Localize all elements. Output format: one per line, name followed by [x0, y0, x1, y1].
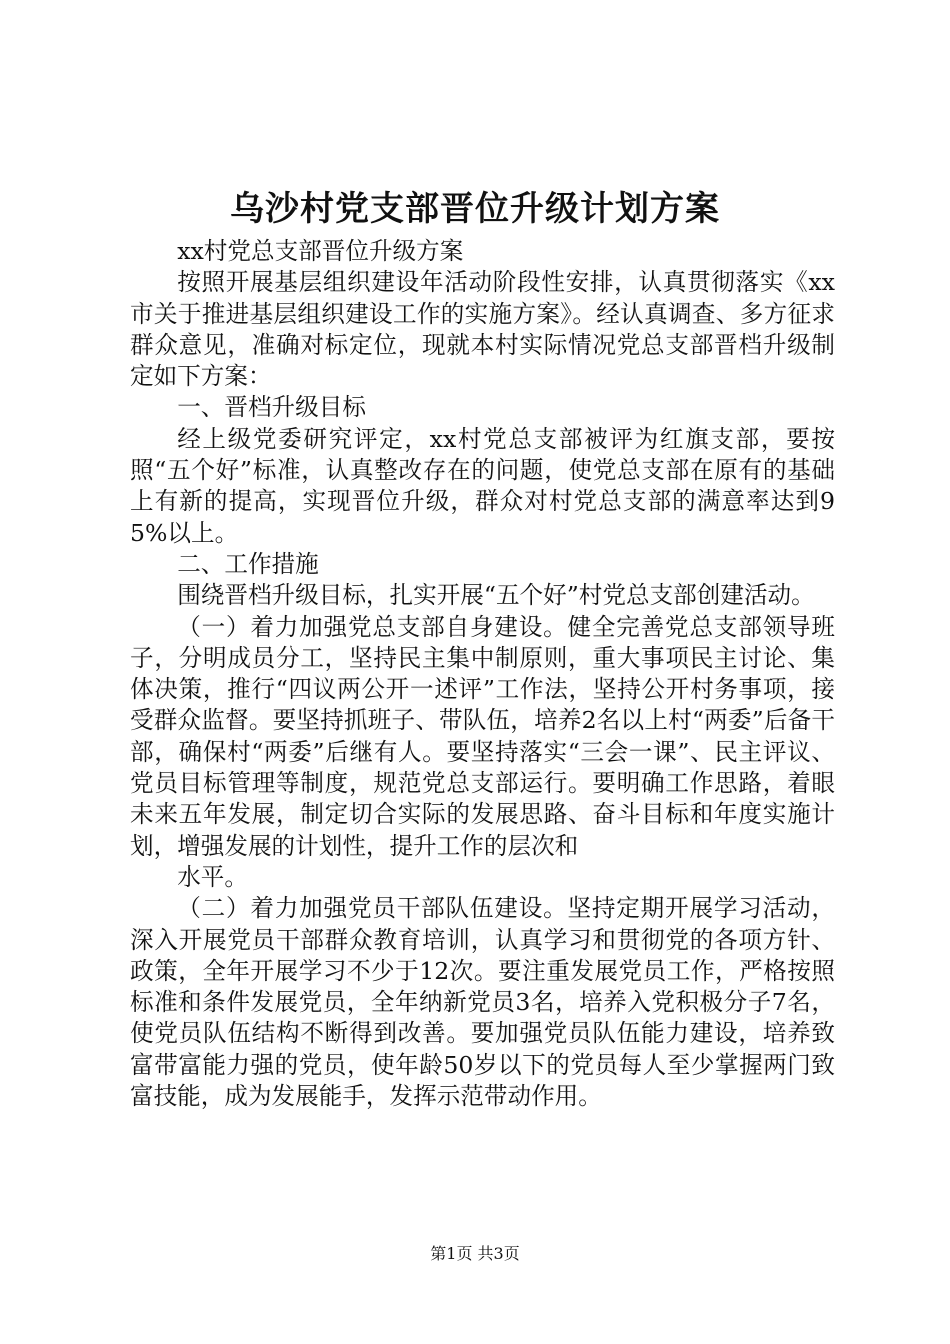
section-heading-measures: 二、工作措施: [177, 549, 319, 578]
document-body: [130, 236, 835, 1112]
section-heading-goals: 一、晋档升级目标: [177, 393, 366, 422]
goals-paragraph: 经上级党委研究评定，xx村党总支部被评为红旗支部，要按照“五个好”标准，认真整改存在的问题，使党总支部在原有的基础上有新的提高，实现晋位升级，群众对村党总支部的满意率达到95%以上。: [130, 424, 835, 547]
measure-one-paragraph: （一）着力加强党总支部自身建设。健全完善党总支部领导班子，分明成员分工，坚持民主集中制原则，重大事项民主讨论、集体决策，推行“四议两公开一述评”工作法，坚持公开村务事项，接受群众监督。要坚持抓班子、带队伍，培养2名以上村“两委”后备干部，确保村“两委”后继有人。要坚持落实“三会一课”、民主评议、党员目标管理等制度，规范党总支部运行。要明确工作思路，着眼未来五年发展，制定切合实际的发展思路、奋斗目标和年度实施计划，增强发展的计划性，提升工作的层次和: [130, 612, 835, 860]
measures-intro-paragraph: 围绕晋档升级目标，扎实开展“五个好”村党总支部创建活动。: [177, 581, 815, 610]
subtitle-paragraph: xx村党总支部晋位升级方案: [177, 237, 464, 265]
page-number-footer: 第1页 共3页: [430, 1244, 520, 1263]
measure-two-paragraph: （二）着力加强党员干部队伍建设。坚持定期开展学习活动，深入开展党员干部群众教育培训，认真学习和贯彻党的各项方针、政策，全年开展学习不少于12次。要注重发展党员工作，严格按照标准和条件发展党员，全年纳新党员3名，培养入党积极分子7名，使党员队伍结构不断得到改善。要加强党员队伍能力建设，培养致富带富能力强的党员，使年龄50岁以下的党员每人至少掌握两门致富技能，成为发展能手，发挥示范带动作用。: [130, 894, 835, 1111]
intro-paragraph: 按照开展基层组织建设年活动阶段性安排，认真贯彻落实《xx市关于推进基层组织建设工作的实施方案》。经认真调查、多方征求群众意见，准确对标定位，现就本村实际情况党总支部晋档升级制定如下方案：: [130, 268, 835, 391]
document-title: 乌沙村党支部晋位升级计划方案: [230, 189, 720, 229]
measure-one-continuation: 水平。: [177, 862, 248, 891]
